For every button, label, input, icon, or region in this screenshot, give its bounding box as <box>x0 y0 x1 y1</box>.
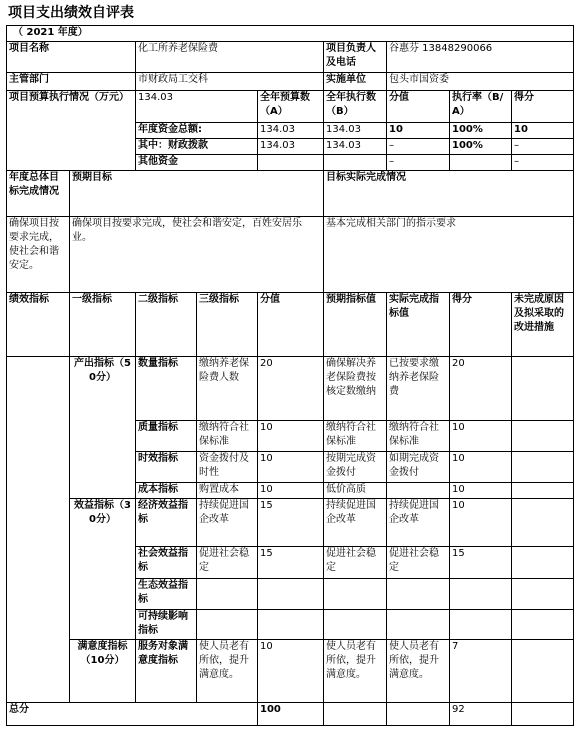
level2-cell: 时效指标 <box>136 452 197 483</box>
total-blank <box>324 703 387 726</box>
expected-value-header: 预期指标值 <box>324 293 387 357</box>
level2-header: 二级指标 <box>136 293 197 357</box>
level2-cell: 数量指标 <box>136 357 197 421</box>
budget-got: – <box>512 155 574 171</box>
score-cell: 10 <box>258 421 324 452</box>
score-cell: 10 <box>258 640 324 703</box>
expected-cell <box>324 610 387 640</box>
output-indicator-label: 产出指标（50分） <box>70 357 136 499</box>
score-cell: 20 <box>258 357 324 421</box>
actual-cell: 促进社会稳定 <box>387 547 450 579</box>
expected-goal-text: 确保项目按要求完成，使社会和谐安定，百姓安居乐业。 <box>70 217 324 293</box>
reason-header: 未完成原因及拟采取的改进措施 <box>512 293 574 357</box>
actual-cell: 已按要求缴纳养老保险费 <box>387 357 450 421</box>
level2-cell: 生态效益指标 <box>136 579 197 610</box>
reason-cell <box>512 499 574 547</box>
budget-header-row <box>7 91 574 123</box>
level3-cell: 使人员老有所依，提升满意度。 <box>197 640 258 703</box>
expected-cell: 低价高质 <box>324 483 387 499</box>
project-name-label: 项目名称 <box>7 42 136 73</box>
budget-rate <box>450 155 512 171</box>
project-name-row <box>7 42 574 73</box>
actual-cell <box>387 579 450 610</box>
score-cell: 10 <box>258 452 324 483</box>
budget-score: 10 <box>387 123 450 139</box>
score-cell <box>258 610 324 640</box>
score-header: 分值 <box>258 293 324 357</box>
level2-cell: 经济效益指标 <box>136 499 197 547</box>
level1-header: 一级指标 <box>70 293 136 357</box>
page-title: 项目支出绩效自评表 <box>8 5 134 21</box>
budget-got: – <box>512 139 574 155</box>
reason-cell <box>512 452 574 483</box>
got-header: 得分 <box>512 91 574 123</box>
year-row <box>7 26 574 42</box>
budget-score: – <box>387 155 450 171</box>
reason-cell <box>512 547 574 579</box>
level2-cell: 可持续影响指标 <box>136 610 197 640</box>
total-got: 92 <box>450 703 512 726</box>
level3-cell: 持续促进国企改革 <box>197 499 258 547</box>
expected-cell: 使人员老有所依，提升满意度。 <box>324 640 387 703</box>
got-cell: 10 <box>450 483 512 499</box>
level2-cell: 质量指标 <box>136 421 197 452</box>
level3-cell: 促进社会稳定 <box>197 547 258 579</box>
exec-rate-header: 执行率（B/A） <box>450 91 512 123</box>
actual-cell: 使人员老有所依，提升满意度。 <box>387 640 450 703</box>
indicator-row <box>7 640 574 703</box>
total-blank <box>512 703 574 726</box>
level3-cell: 缴纳养老保险费人数 <box>197 357 258 421</box>
reason-cell <box>512 357 574 421</box>
year-label: （ 2021 年度） <box>7 26 574 42</box>
budget-label: 项目预算执行情况（万元） <box>7 91 136 171</box>
budget-got: 10 <box>512 123 574 139</box>
actual-goal-text: 基本完成相关部门的指示要求 <box>324 217 574 293</box>
reason-cell <box>512 421 574 452</box>
got-cell: 10 <box>450 421 512 452</box>
total-score: 100 <box>258 703 324 726</box>
score-cell: 15 <box>258 547 324 579</box>
score-cell: 10 <box>258 483 324 499</box>
budget-b: 134.03 <box>324 123 387 139</box>
benefit-indicator-label: 效益指标（30分） <box>70 499 136 640</box>
actual-cell: 如期完成资金拨付 <box>387 452 450 483</box>
got-cell: 15 <box>450 547 512 579</box>
full-year-budget-header: 全年预算数（A） <box>258 91 324 123</box>
total-label: 总分 <box>7 703 258 726</box>
project-name-value: 化工所养老保险费 <box>136 42 324 73</box>
expected-cell: 缴纳符合社保标准 <box>324 421 387 452</box>
goals-header-row <box>7 171 574 217</box>
department-label: 主管部门 <box>7 73 136 91</box>
budget-row-label: 年度资金总额: <box>136 123 258 139</box>
level3-cell: 购置成本 <box>197 483 258 499</box>
actual-cell <box>387 483 450 499</box>
budget-a: 134.03 <box>258 123 324 139</box>
perf-header-row <box>7 293 574 357</box>
budget-rate: 100% <box>450 139 512 155</box>
actual-cell: 持续促进国企改革 <box>387 499 450 547</box>
indicator-row <box>7 499 574 547</box>
owner-label: 项目负责人及电话 <box>324 42 387 73</box>
budget-rate: 100% <box>450 123 512 139</box>
actual-value-header: 实际完成指标值 <box>387 293 450 357</box>
budget-a: 134.03 <box>258 139 324 155</box>
level3-cell <box>197 579 258 610</box>
budget-row-label: 其中：财政拨款 <box>136 139 258 155</box>
level2-cell: 社会效益指标 <box>136 547 197 579</box>
total-row <box>7 703 574 726</box>
got-header: 得分 <box>450 293 512 357</box>
budget-row-label: 其他资金 <box>136 155 258 171</box>
level3-cell: 缴纳符合社保标准 <box>197 421 258 452</box>
actual-cell <box>387 610 450 640</box>
expected-cell: 按期完成资金拨付 <box>324 452 387 483</box>
budget-b: 134.03 <box>324 139 387 155</box>
owner-value: 谷惠芬 13848290066 <box>387 42 574 73</box>
budget-a <box>258 155 324 171</box>
actual-goal-header: 目标实际完成情况 <box>324 171 574 217</box>
budget-start: 134.03 <box>136 91 258 123</box>
reason-cell <box>512 579 574 610</box>
expected-cell <box>324 579 387 610</box>
expected-goal-header: 预期目标 <box>70 171 324 217</box>
level3-cell <box>197 610 258 640</box>
unit-value: 包头市国资委 <box>387 73 574 91</box>
score-cell: 15 <box>258 499 324 547</box>
expected-cell: 促进社会稳定 <box>324 547 387 579</box>
reason-cell <box>512 640 574 703</box>
score-cell <box>258 579 324 610</box>
perf-blank <box>7 357 70 703</box>
got-cell: 10 <box>450 452 512 483</box>
department-row <box>7 73 574 91</box>
unit-label: 实施单位 <box>324 73 387 91</box>
perf-header: 绩效指标 <box>7 293 70 357</box>
got-cell: 10 <box>450 499 512 547</box>
reason-cell <box>512 483 574 499</box>
level3-header: 三级指标 <box>197 293 258 357</box>
expected-cell: 持续促进国企改革 <box>324 499 387 547</box>
got-cell: 20 <box>450 357 512 421</box>
score-header: 分值 <box>387 91 450 123</box>
budget-b <box>324 155 387 171</box>
got-cell: 7 <box>450 640 512 703</box>
got-cell <box>450 610 512 640</box>
total-blank <box>387 703 450 726</box>
reason-cell <box>512 610 574 640</box>
department-value: 市财政局工交科 <box>136 73 324 91</box>
satisfaction-indicator-label: 满意度指标（10分） <box>70 640 136 703</box>
goals-row <box>7 217 574 293</box>
goals-label: 年度总体目标完成情况 <box>7 171 70 217</box>
level2-cell: 成本指标 <box>136 483 197 499</box>
self-evaluation-table <box>6 25 574 726</box>
expected-cell: 确保解决养老保险费按核定数缴纳 <box>324 357 387 421</box>
indicator-row <box>7 357 574 421</box>
got-cell <box>450 579 512 610</box>
level3-cell: 资金拨付及时性 <box>197 452 258 483</box>
goals-summary: 确保项目按要求完成，使社会和谐安定。 <box>7 217 70 293</box>
actual-cell: 缴纳符合社保标准 <box>387 421 450 452</box>
full-year-exec-header: 全年执行数（B） <box>324 91 387 123</box>
budget-score: – <box>387 139 450 155</box>
level2-cell: 服务对象满意度指标 <box>136 640 197 703</box>
